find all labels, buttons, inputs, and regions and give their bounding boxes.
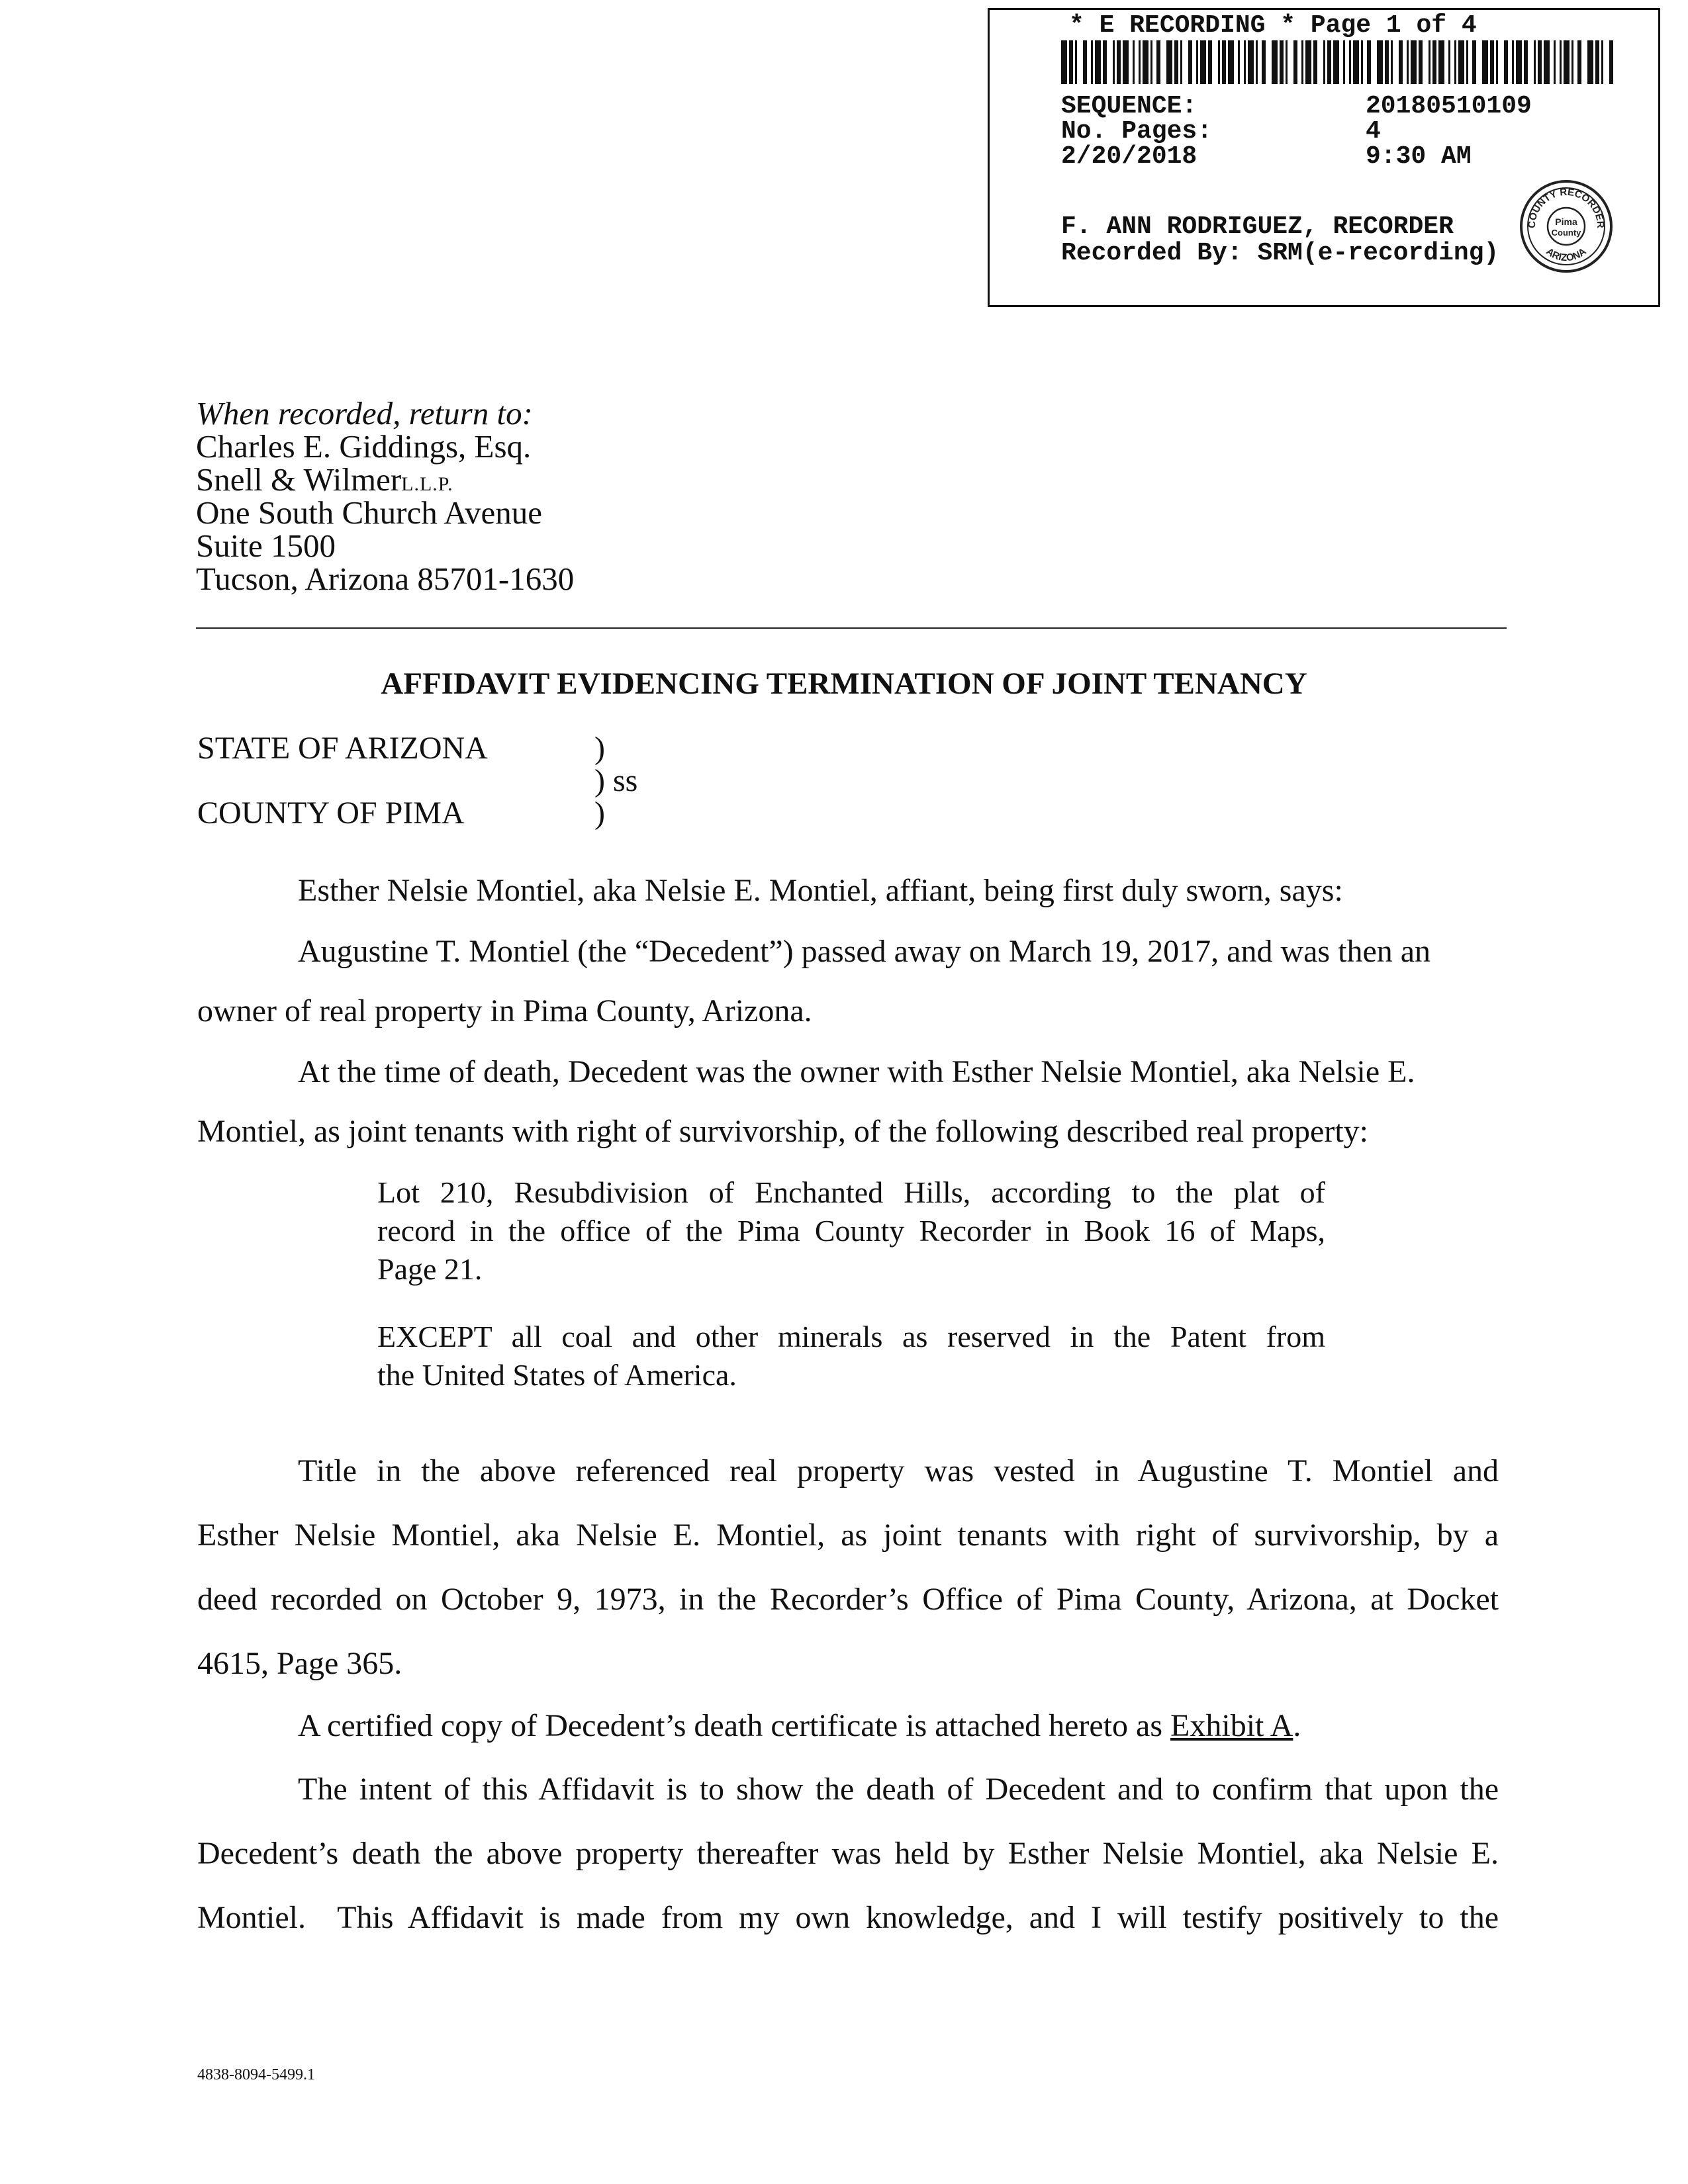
vesting-paragraph-line4: 4615, Page 365. (197, 1646, 402, 1681)
venue-paren-1: ) (594, 731, 605, 766)
venue-county: COUNTY OF PIMA (197, 796, 465, 831)
venue-state: STATE OF ARIZONA (197, 731, 488, 766)
svg-text:County: County (1551, 228, 1581, 238)
svg-text:ARIZONA: ARIZONA (1544, 246, 1589, 264)
pages-label: No. Pages: (1061, 117, 1213, 146)
mineral-exception-line2: the United States of America. (377, 1358, 737, 1392)
firm-name: Snell & Wilmer (196, 461, 402, 498)
exhibit-a-reference: Exhibit A (1170, 1708, 1293, 1743)
legal-description-line1: Lot 210, Resubdivision of Enchanted Hills, according to the plat of (377, 1175, 1325, 1209)
return-to-address1: One South Church Avenue (196, 494, 543, 531)
intent-paragraph-line3: Montiel. This Affidavit is made from my own knowledge, and I will testify positively to the (197, 1900, 1499, 1935)
decedent-paragraph-line1: Augustine T. Montiel (the “Decedent”) passed away on March 19, 2017, and was then an (298, 934, 1431, 969)
firm-suffix: L.L.P. (401, 473, 453, 495)
affiant-paragraph: Esther Nelsie Montiel, aka Nelsie E. Montiel, affiant, being first duly sworn, says: (298, 873, 1343, 908)
recorder-name: F. ANN RODRIGUEZ, RECORDER (1061, 212, 1454, 241)
recorded-by: Recorded By: SRM(e-recording) (1061, 239, 1499, 267)
intent-paragraph-line2: Decedent’s death the above property thereafter was held by Esther Nelsie Montiel, aka Nelsie E. (197, 1836, 1499, 1871)
recording-header: * E RECORDING * Page 1 of 4 (1069, 11, 1477, 40)
exhibit-paragraph (197, 1707, 1500, 1744)
venue-paren-3: ) (594, 796, 605, 831)
recording-stamp (988, 8, 1660, 307)
document-title: AFFIDAVIT EVIDENCING TERMINATION OF JOINT TENANCY (381, 666, 1307, 701)
ownership-paragraph-line2: Montiel, as joint tenants with right of survivorship, of the following described real property: (197, 1114, 1368, 1149)
sequence-label: SEQUENCE: (1061, 92, 1197, 120)
mineral-exception-line1: EXCEPT all coal and other minerals as reserved in the Patent from (377, 1320, 1325, 1353)
recording-date: 2/20/2018 (1061, 142, 1197, 171)
barcode-icon (1061, 40, 1615, 84)
vesting-paragraph-line3: deed recorded on October 9, 1973, in the Recorder’s Office of Pima County, Arizona, at Docket (197, 1582, 1499, 1617)
svg-text:COUNTY RECORDER: COUNTY RECORDER (1526, 186, 1607, 229)
svg-text:Pima: Pima (1555, 216, 1577, 227)
legal-description-line2: record in the office of the Pima County Recorder in Book 16 of Maps, (377, 1214, 1325, 1248)
pages-value: 4 (1366, 117, 1381, 146)
vesting-paragraph-line2: Esther Nelsie Montiel, aka Nelsie E. Montiel, as joint tenants with right of survivorship, by a (197, 1518, 1499, 1553)
recording-time: 9:30 AM (1366, 142, 1472, 171)
document-id: 4838-8094-5499.1 (197, 2066, 315, 2083)
ownership-paragraph-line1: At the time of death, Decedent was the owner with Esther Nelsie Montiel, aka Nelsie E. (298, 1054, 1415, 1089)
sequence-value: 20180510109 (1366, 92, 1532, 120)
return-to-name: Charles E. Giddings, Esq. (196, 428, 532, 465)
county-seal-icon (1517, 177, 1616, 276)
decedent-paragraph-line2: owner of real property in Pima County, Arizona. (197, 993, 812, 1028)
exhibit-text: A certified copy of Decedent’s death certificate is attached hereto as (298, 1708, 1163, 1743)
divider-line (196, 627, 1507, 629)
return-to-address2: Suite 1500 (196, 527, 336, 564)
return-to-heading: When recorded, return to: (196, 395, 533, 432)
return-to-city: Tucson, Arizona 85701-1630 (196, 561, 575, 597)
exhibit-period: . (1293, 1708, 1301, 1743)
legal-description-line3: Page 21. (377, 1252, 483, 1286)
venue-paren-ss: ) ss (594, 763, 638, 798)
vesting-paragraph-line1: Title in the above referenced real property was vested in Augustine T. Montiel and (298, 1453, 1499, 1488)
intent-paragraph-line1: The intent of this Affidavit is to show the death of Decedent and to confirm that upon the (298, 1772, 1499, 1807)
